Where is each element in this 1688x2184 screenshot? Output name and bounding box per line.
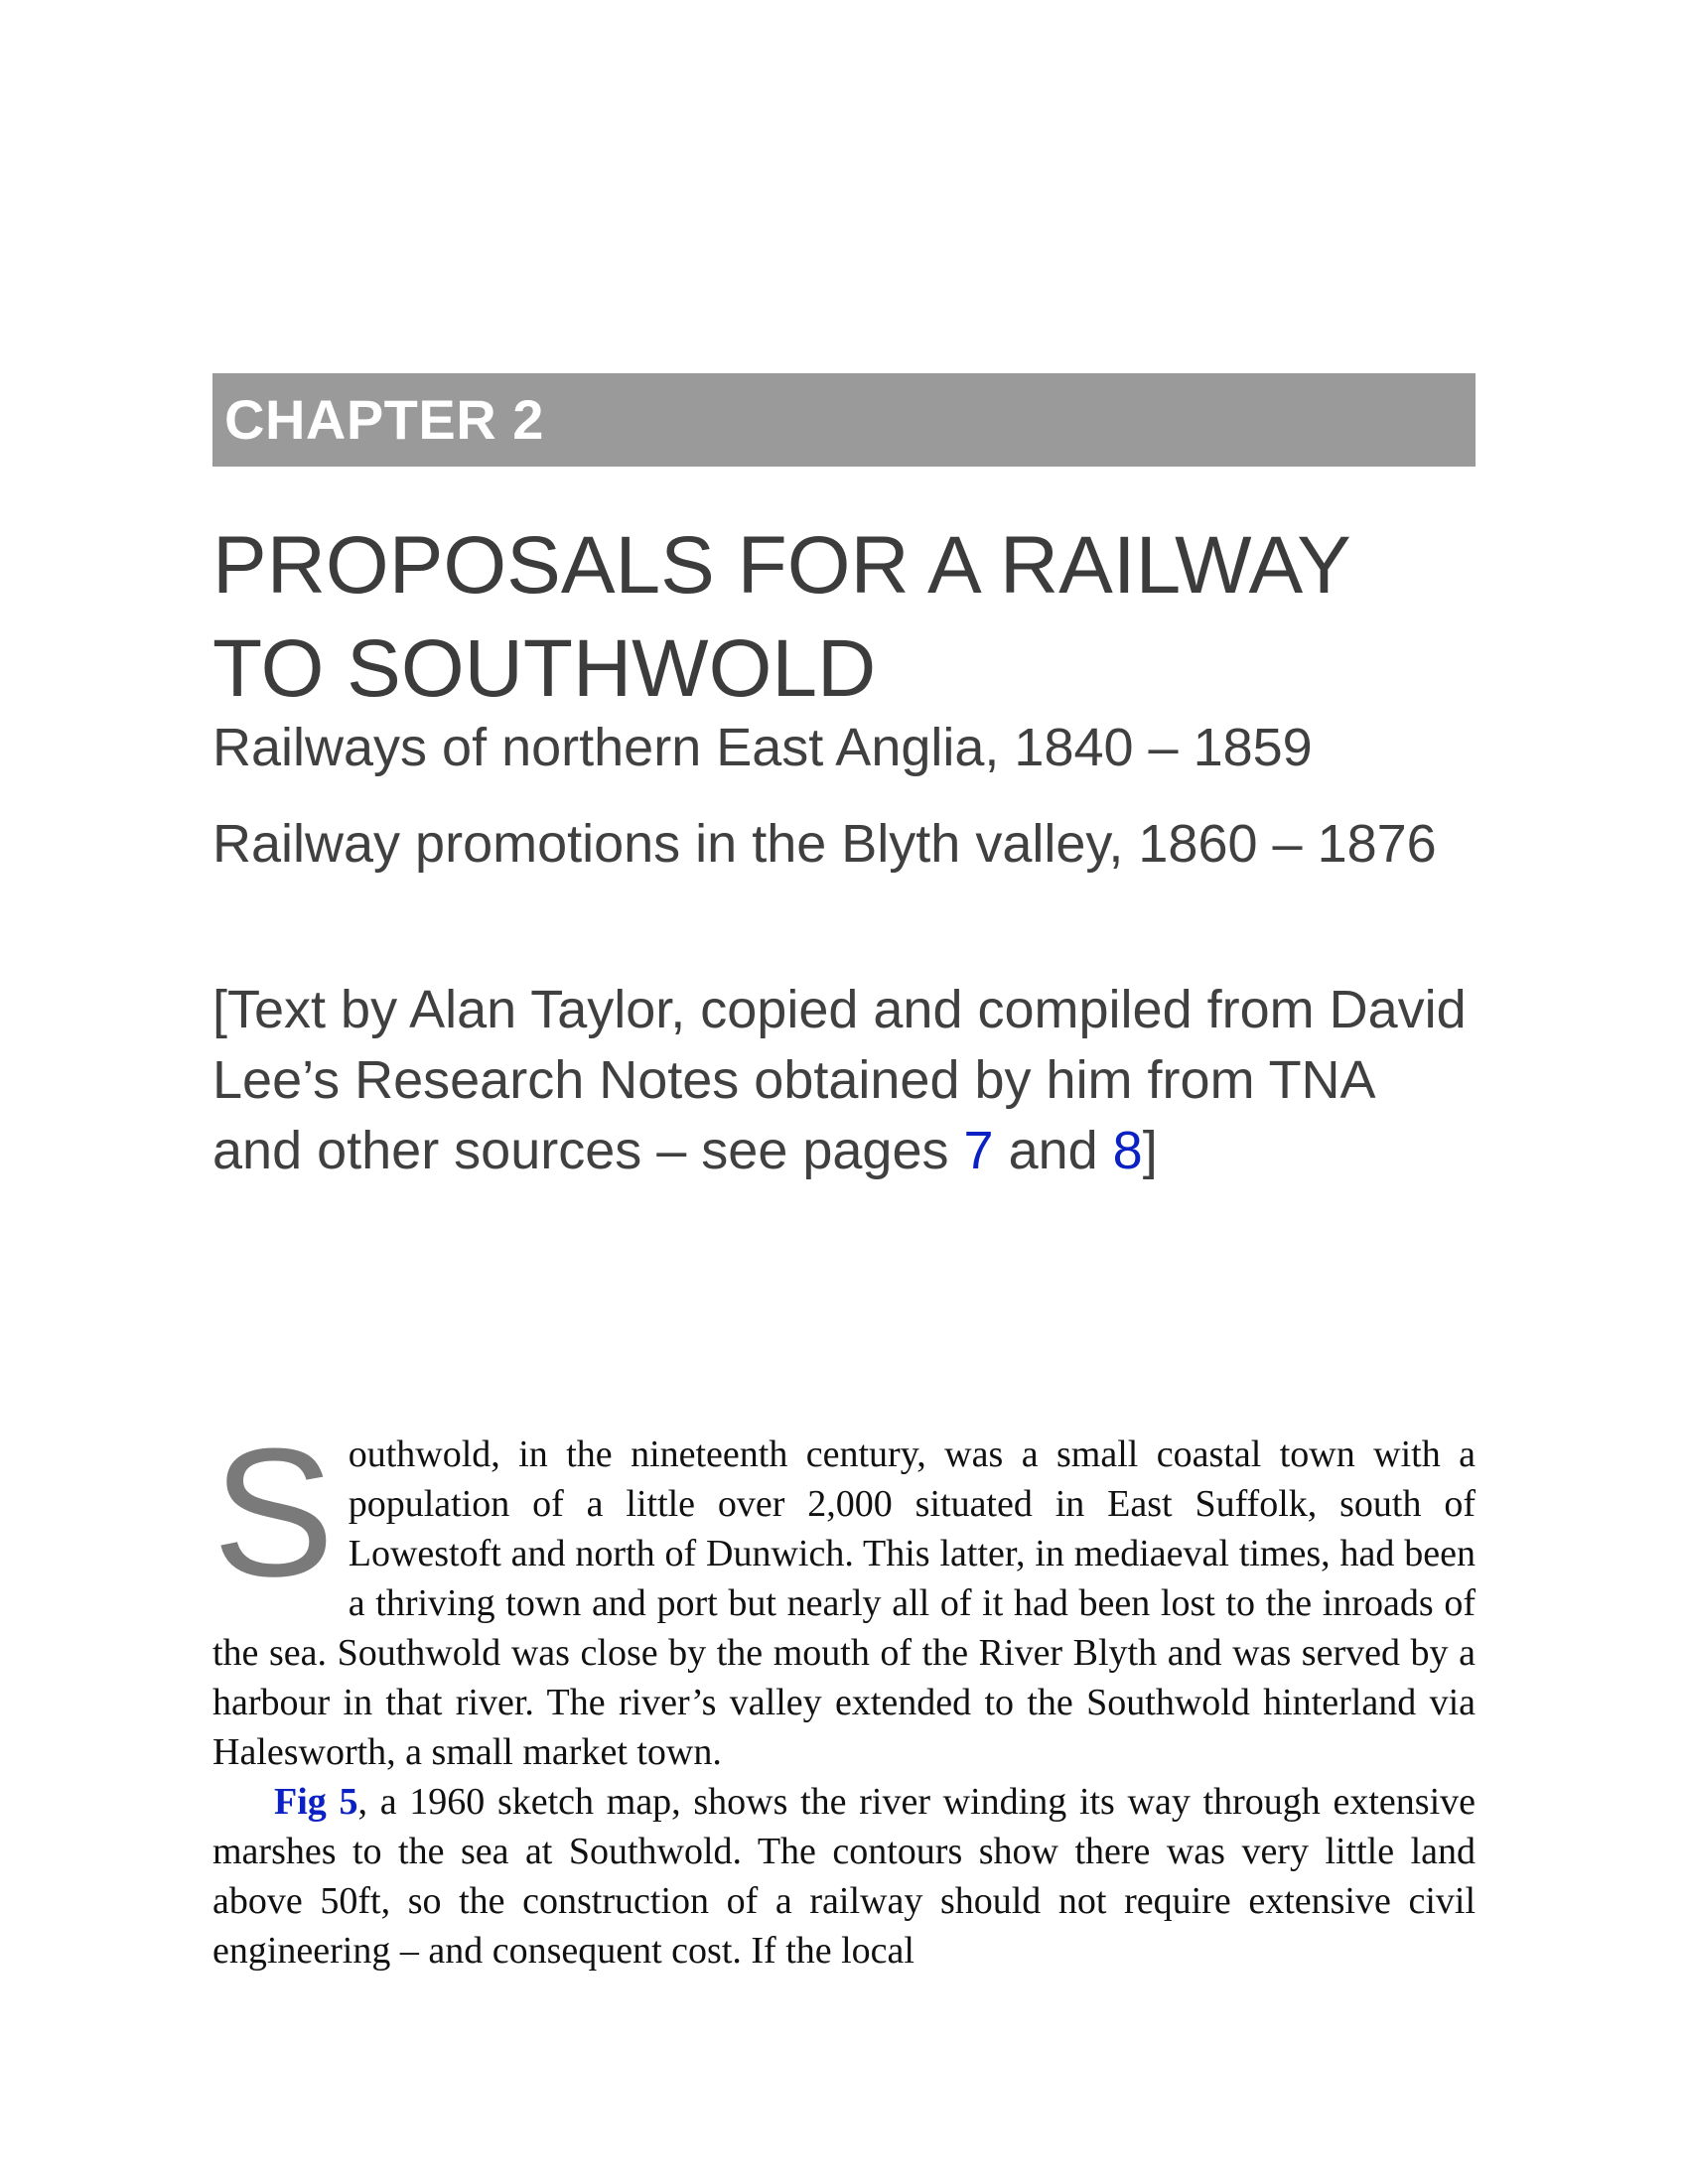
paragraph-1 [212, 1410, 1476, 1777]
chapter-title: PROPOSALS FOR A RAILWAY TO SOUTHWOLD [212, 520, 1350, 714]
fig-5-link[interactable]: Fig 5 [274, 1781, 358, 1823]
chapter-label: CHAPTER 2 [224, 388, 544, 451]
document-page [212, 0, 1476, 2184]
subtitle-blyth-valley: Railway promotions in the Blyth valley, 1860 – 1876 [212, 814, 1437, 874]
paragraph-1-text: outhwold, in the nineteenth century, was a small coastal town with a population of a little over 2,000 situated in East Suffolk, south of Lowestoft and north of Dunwich. This latter, in mediaeval times, had been a thriving town and port but nearly all of it had been lost to the inroads of the sea. Southwold was close by the mouth of the River Blyth and was served by a harbour in that river. The river’s valley extended to the Southwold hinterland via Halesworth, a small market town. [212, 1433, 1476, 1773]
chapter-banner [212, 373, 1476, 467]
author-note-conjunction: and [993, 1121, 1113, 1180]
subtitle-northern-east-anglia: Railways of northern East Anglia, 1840 – 1859 [212, 718, 1313, 777]
body-text [212, 1410, 1476, 1976]
paragraph-2-text: , a 1960 sketch map, shows the river winding its way through extensive marshes to the sea at Southwold. The contours show there was very little land above 50ft, so the construction of a railway should not require extensive civil engineering – and consequent cost. If the local [212, 1781, 1476, 1972]
author-note-close-bracket: ] [1142, 1121, 1158, 1180]
page-8-link[interactable]: 8 [1112, 1121, 1143, 1180]
author-note-text: [Text by Alan Taylor, copied and compiled from David Lee’s Research Notes obtained by him from TNA and other sources – see pages [212, 980, 1467, 1180]
drop-cap: S [212, 1410, 335, 1614]
author-note [212, 975, 1476, 1186]
paragraph-2 [212, 1777, 1476, 1976]
page-7-link[interactable]: 7 [963, 1121, 994, 1180]
